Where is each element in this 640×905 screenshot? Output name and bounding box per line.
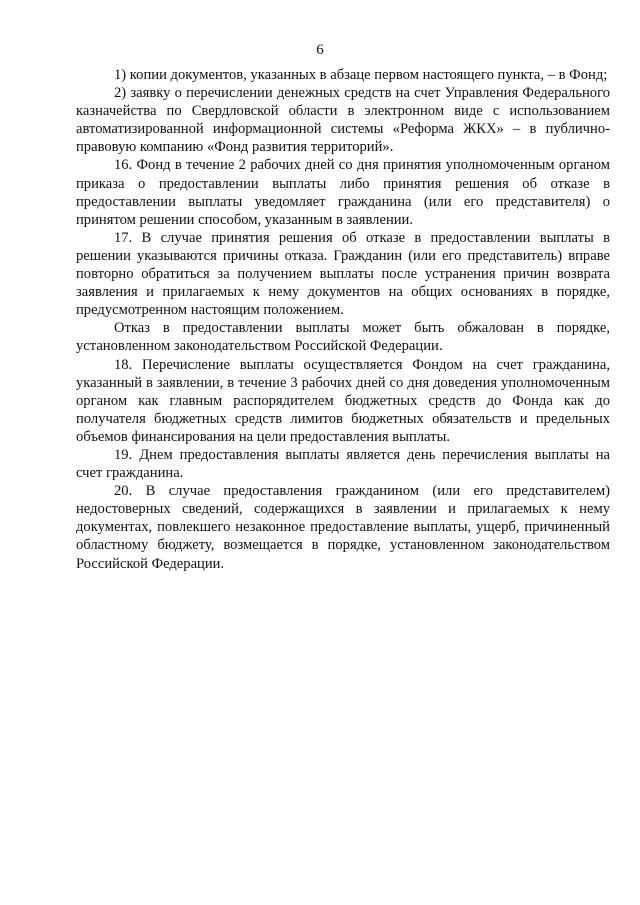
paragraph-item-1: 1) копии документов, указанных в абзаце первом настоящего пункта, – в Фонд; (114, 67, 608, 83)
paragraph-clause-19: 19. Днем предоставления выплаты является день перечисления выплаты на счет гражданина. (76, 446, 610, 482)
paragraph-clause-18: 18. Перечисление выплаты осуществляется Фондом на счет гражданина, указанный в заявлении, в течение 3 рабочих дней со дня доведения уполномоченным органом как главным распорядителем бюджетных средств до Фонда как до получателя бюджетных средств лимитов бюджетных обязательств и предельных объемов финансирования на цели предоставления выплаты. (76, 356, 610, 445)
paragraph-refusal-appeal: Отказ в предоставлении выплаты может быть обжалован в порядке, установленном законодательством Российской Федерации. (76, 320, 610, 355)
paragraph-clause-20: 20. В случае предоставления гражданином (или его представителем) недостоверных сведений, содержащихся в заявлении и прилагаемых к нему документах, повлекшего незаконное предоставление выплаты, ущерб, причиненный областному бюджету, возмещается в порядке, установленном законодательством Российской Федерации. (76, 483, 610, 572)
page-number: 6 (316, 42, 324, 58)
paragraph-clause-17: 17. В случае принятия решения об отказе в предоставлении выплаты в решении указываются причины отказа. Гражданин (или его представитель) вправе повторно обратиться за получением выплаты после устранения причин возврата заявления и прилагаемых к нему документов на общих основаниях в порядке, предусмотренном настоящим положением. (76, 229, 610, 319)
paragraph-item-2: 2) заявку о перечислении денежных средств на счет Управления Федерального казначейства по Свердловской области в электронном виде с использованием автоматизированной информационной системы «Реформа ЖКХ» – в публично-правовую компанию «Фонд развития территорий». (76, 85, 610, 156)
paragraph-clause-16: 16. Фонд в течение 2 рабочих дней со дня принятия уполномоченным органом приказа о предоставлении выплаты либо принятия решения об отказе в предоставлении выплаты уведомляет гражданина (или его представителя) о принятом решении способом, указанным в заявлении. (76, 157, 610, 228)
document-body (76, 66, 610, 573)
